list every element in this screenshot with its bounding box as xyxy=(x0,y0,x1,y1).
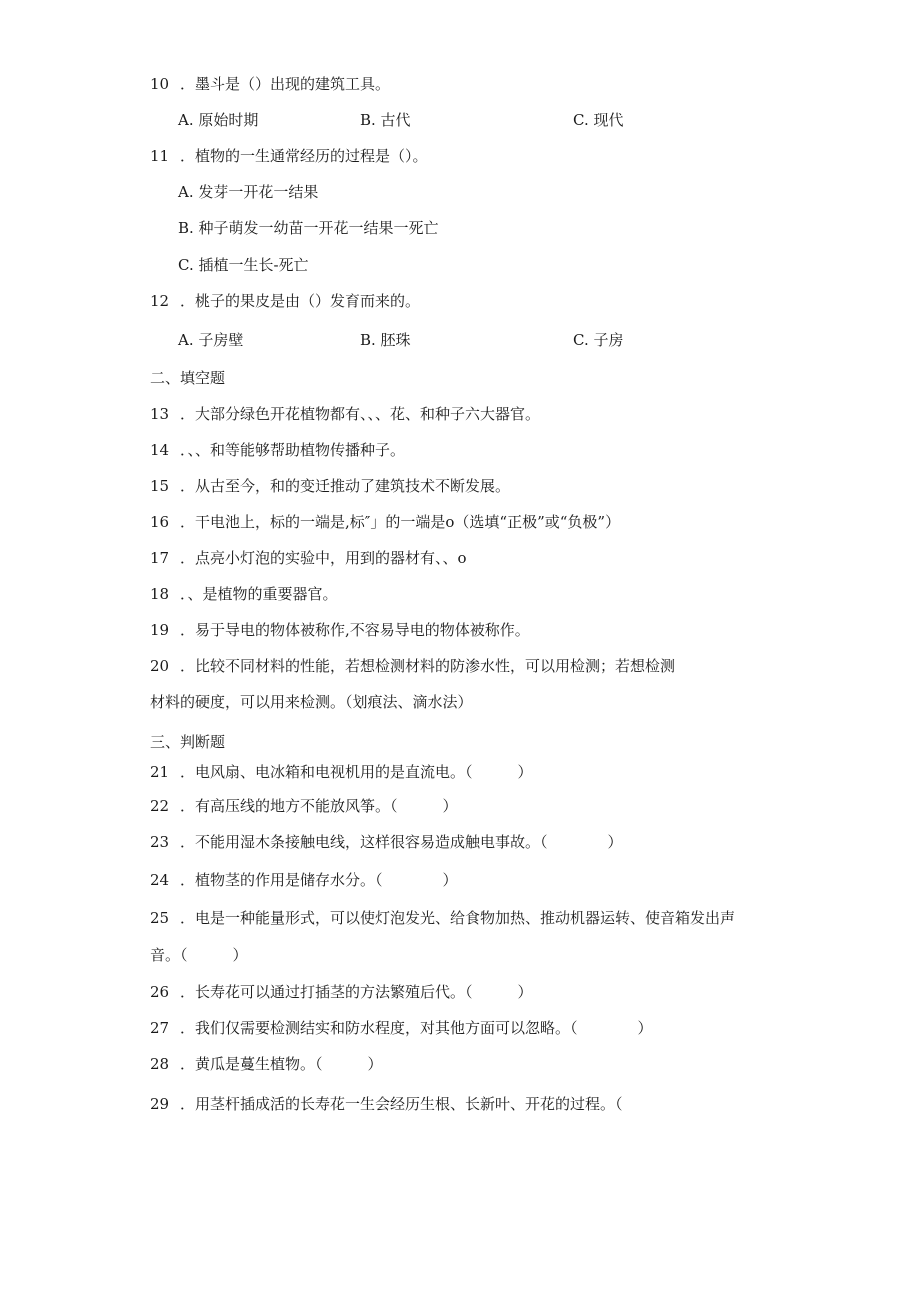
question-text: ．从古至今，和的变迁推动了建筑技术不断发展。 xyxy=(180,477,511,495)
question-text: ．长寿花可以通过打插茎的方法繁殖后代。（ ） xyxy=(180,983,533,1001)
question-text: ．植物的一生通常经历的过程是（）。 xyxy=(180,147,428,165)
question-number: 21 xyxy=(150,763,170,781)
question-number: 29 xyxy=(150,1095,170,1113)
question-text: ．电是一种能量形式，可以使灯泡发光、给食物加热、推动机器运转、使音箱发出声 xyxy=(180,909,736,927)
question-number: 10 xyxy=(150,75,170,93)
question-27 xyxy=(150,1018,653,1038)
question-number: 24 xyxy=(150,871,170,889)
question-text: ．点亮小灯泡的实验中，用到的器材有、、o xyxy=(180,549,467,567)
question-14 xyxy=(150,440,405,460)
option-a: A. 发芽一开花一结果 xyxy=(178,183,319,201)
question-text: ．黄瓜是蔓生植物。（ ） xyxy=(180,1055,383,1073)
question-text: ．墨斗是（）出现的建筑工具。 xyxy=(180,75,391,93)
question-text: ．易于导电的物体被称作,不容易导电的物体被称作。 xyxy=(180,621,530,639)
question-23 xyxy=(150,832,623,852)
question-text: ．干电池上，标的一端是,标″」的一端是o（选填“正极”或“负极”） xyxy=(180,513,621,531)
question-number: 16 xyxy=(150,513,170,531)
option-c: C. 现代 xyxy=(573,111,624,129)
question-text: ．、、和等能够帮助植物传播种子。 xyxy=(180,441,406,459)
question-number: 18 xyxy=(150,585,170,603)
question-26 xyxy=(150,982,533,1002)
question-29 xyxy=(150,1094,623,1114)
question-16 xyxy=(150,512,620,532)
section-heading-true-false: 三、判断题 xyxy=(150,733,226,751)
question-12 xyxy=(150,291,420,311)
question-number: 17 xyxy=(150,549,170,567)
option-c: C. 子房 xyxy=(573,331,624,349)
question-18 xyxy=(150,584,338,604)
option-a: A. 原始时期 xyxy=(178,111,259,129)
question-19 xyxy=(150,620,530,640)
question-text: ．电风扇、电冰箱和电视机用的是直流电。（ ） xyxy=(180,763,533,781)
question-number: 27 xyxy=(150,1019,170,1037)
question-20 xyxy=(150,656,675,676)
question-text: ．用茎杆插成活的长寿花一生会经历生根、长新叶、开花的过程。（ xyxy=(180,1095,623,1113)
question-20-continuation: 材料的硬度，可以用来检测。（划痕法、滴水法） xyxy=(150,693,473,711)
question-11 xyxy=(150,146,428,166)
question-21 xyxy=(150,762,533,782)
question-text: ．我们仅需要检测结实和防水程度，对其他方面可以忽略。（ ） xyxy=(180,1019,653,1037)
question-22 xyxy=(150,796,458,816)
question-25 xyxy=(150,908,735,928)
option-b: B. 胚珠 xyxy=(360,331,411,349)
question-text: ．有高压线的地方不能放风筝。（ ） xyxy=(180,797,458,815)
section-heading-fill-in: 二、填空题 xyxy=(150,369,226,387)
option-a: A. 子房壁 xyxy=(178,331,244,349)
question-28 xyxy=(150,1054,383,1074)
option-b: B. 种子萌发一幼苗一开花一结果一死亡 xyxy=(178,219,439,237)
question-13 xyxy=(150,404,540,424)
question-number: 11 xyxy=(150,147,170,165)
question-number: 23 xyxy=(150,833,170,851)
question-number: 14 xyxy=(150,441,170,459)
question-15 xyxy=(150,476,510,496)
question-text: ．比较不同材料的性能，若想检测材料的防渗水性，可以用检测；若想检测 xyxy=(180,657,676,675)
question-number: 12 xyxy=(150,292,170,310)
question-text: ．桃子的果皮是由（）发育而来的。 xyxy=(180,292,421,310)
question-25-continuation: 音。（ ） xyxy=(150,946,248,964)
question-10 xyxy=(150,74,390,94)
question-text: ．不能用湿木条接触电线，这样很容易造成触电事故。（ ） xyxy=(180,833,623,851)
question-number: 28 xyxy=(150,1055,170,1073)
option-c: C. 插植一生长-死亡 xyxy=(178,256,309,274)
question-text: ．、是植物的重要器官。 xyxy=(180,585,338,603)
question-number: 19 xyxy=(150,621,170,639)
question-17 xyxy=(150,548,467,568)
question-number: 20 xyxy=(150,657,170,675)
question-number: 22 xyxy=(150,797,170,815)
question-text: ．大部分绿色开花植物都有、、、花、和种子六大器官。 xyxy=(180,405,541,423)
question-24 xyxy=(150,870,458,890)
question-text: ．植物茎的作用是储存水分。（ ） xyxy=(180,871,458,889)
option-b: B. 古代 xyxy=(360,111,411,129)
question-number: 15 xyxy=(150,477,170,495)
question-number: 13 xyxy=(150,405,170,423)
question-number: 26 xyxy=(150,983,170,1001)
question-number: 25 xyxy=(150,909,170,927)
